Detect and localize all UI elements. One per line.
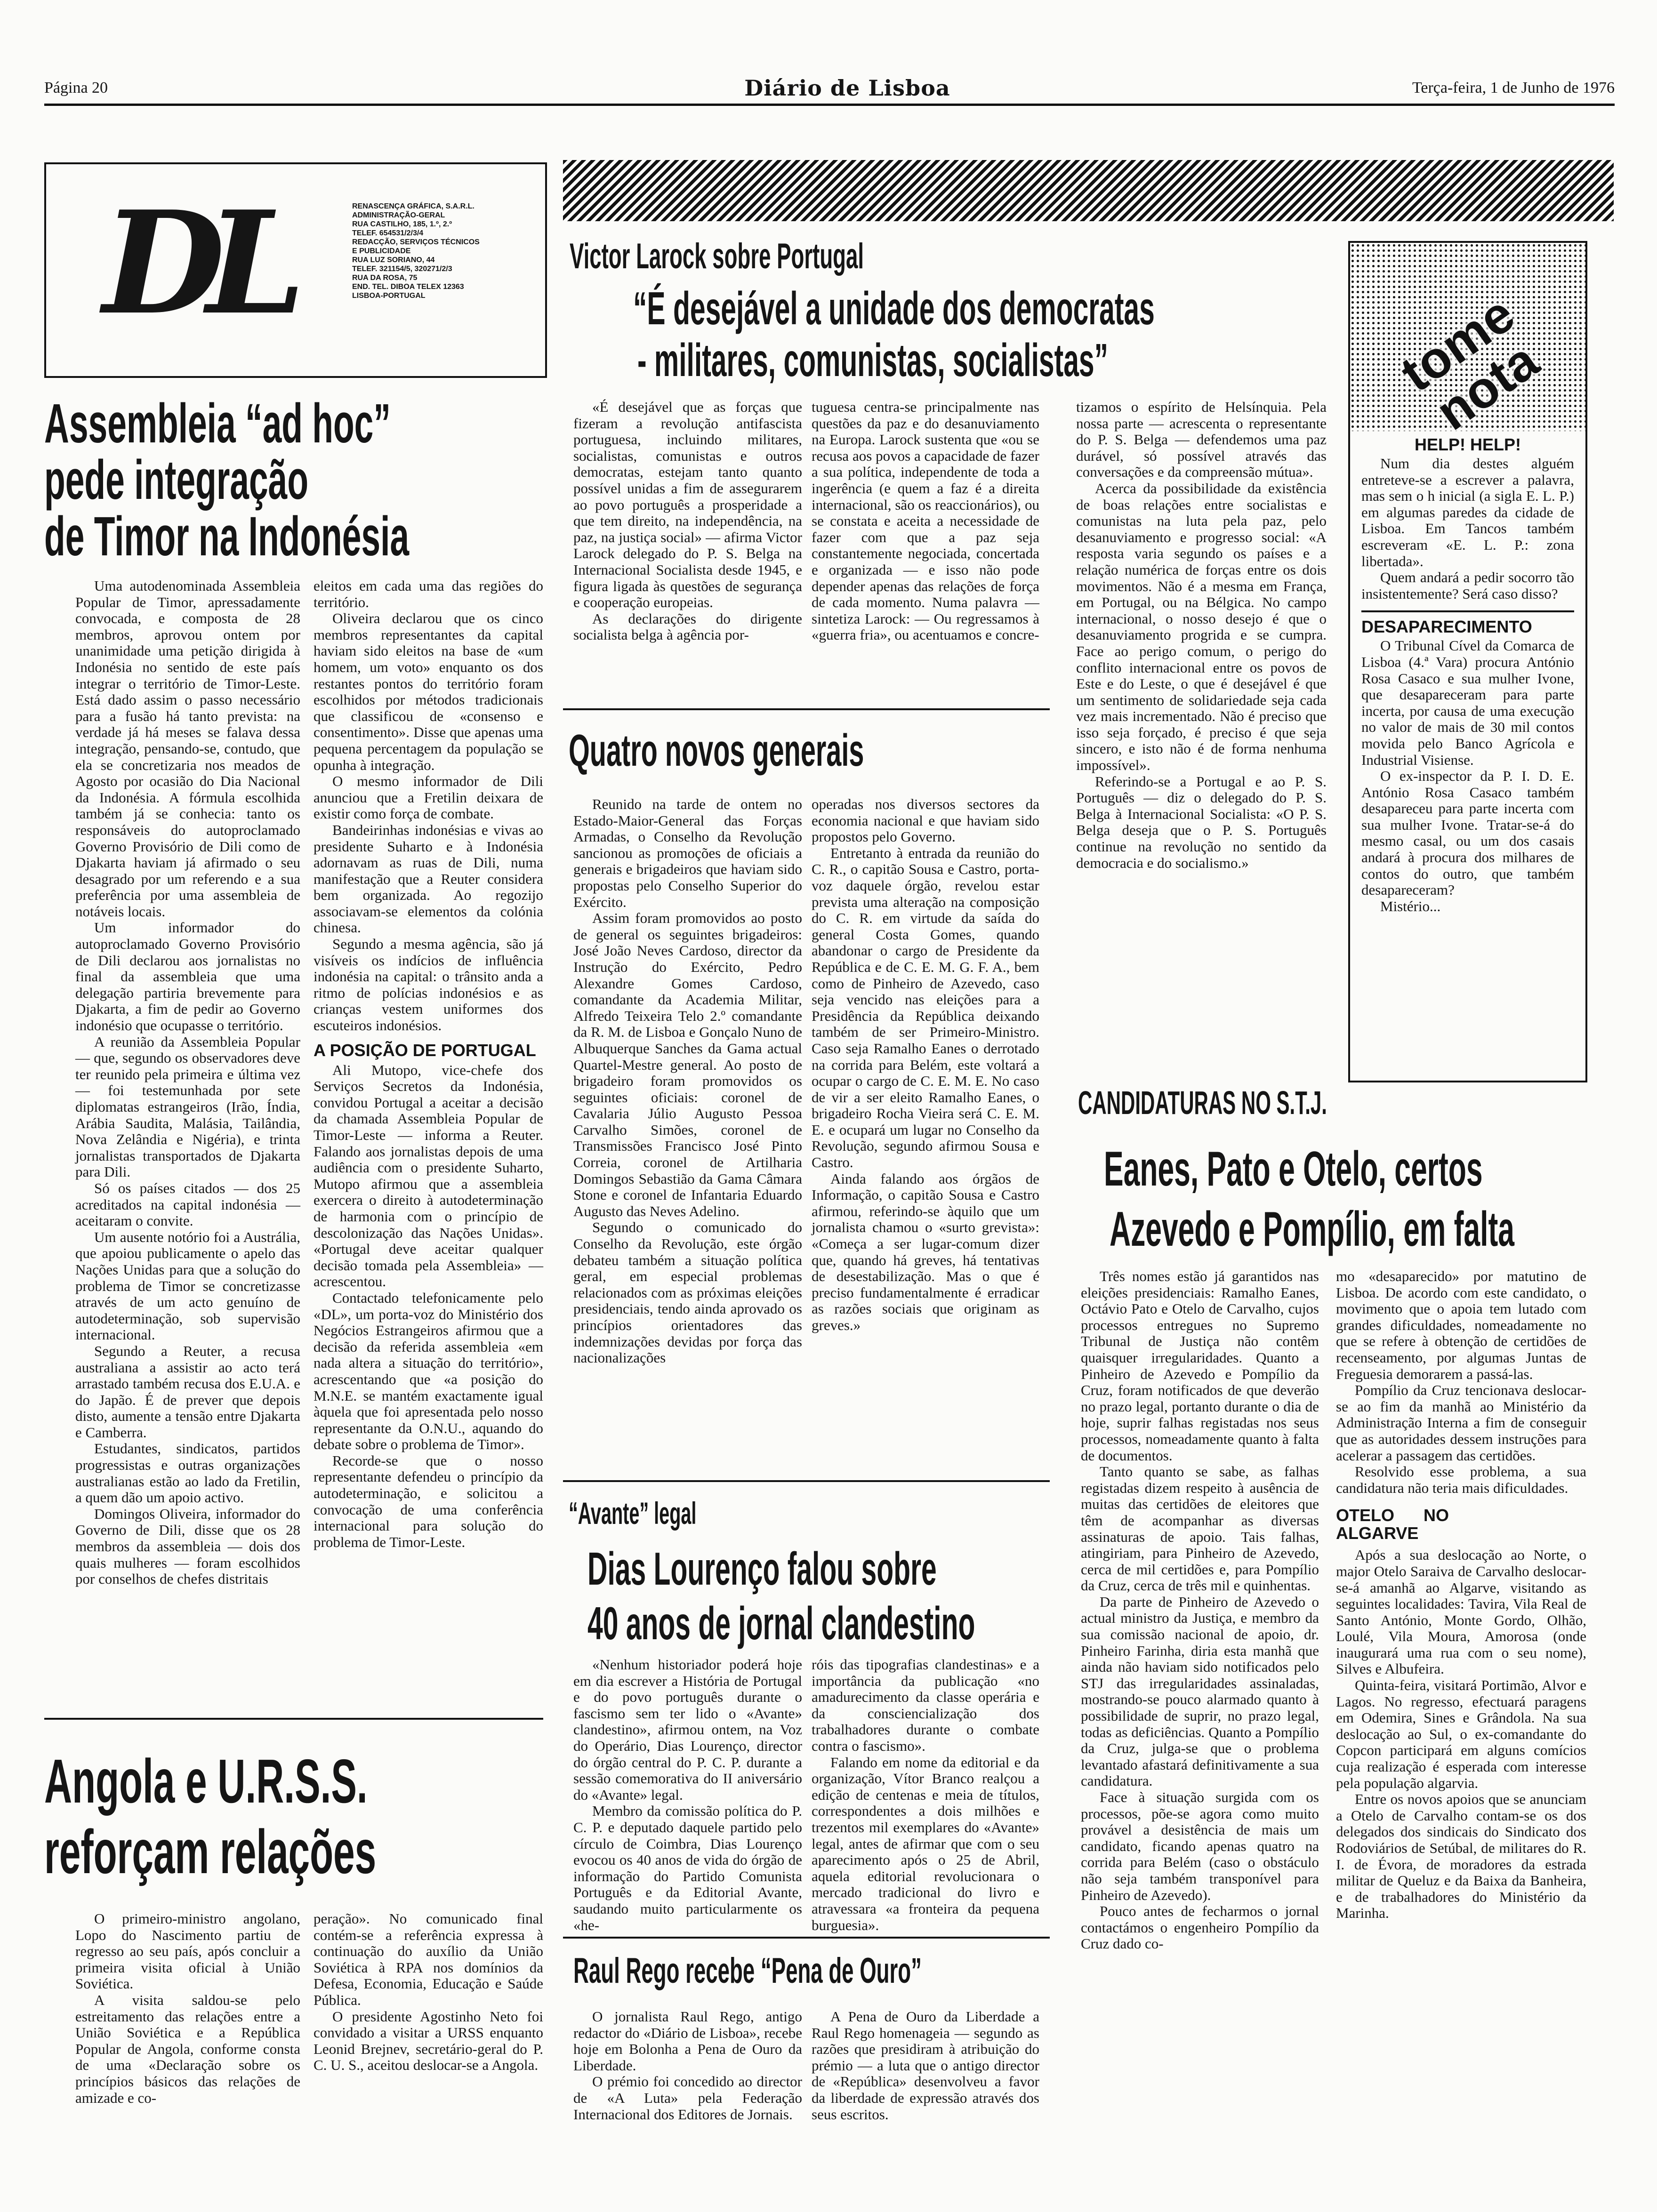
paragraph: Resolvido esse problema, a sua candidatura não teria mais dificuldades. (1336, 1463, 1586, 1496)
otelo-subhead: OTELO NO ALGARVE (1336, 1506, 1449, 1543)
paragraph: Ainda falando aos órgãos de Informação, o capitão Sousa e Castro afirmou, referindo-se àquilo que um jornalista chamou o «surto grevista»: «Começa a ser lugar-comum dizer que, quando há greves, há tentativas de desestabilização. Mas o que é preciso fundamentalmente é erradicar as razões sociais que originam as greves.» (812, 1170, 1039, 1333)
headline-line: “É desejável a unidade dos democratas (633, 282, 1155, 334)
larock-headline (633, 282, 1155, 386)
imprint-line: RUA DA ROSA, 75 (352, 274, 418, 282)
paragraph: peração». No comunicado final contém-se a referência expressa à continuação do auxílio da União Soviética à RPA nos domínios da Defesa, Economia, Educação e Saúde Pública. (314, 1910, 543, 2008)
paragraph: Oliveira declarou que os cinco membros representantes da capital haviam sido eleitos na base de «um homem, um voto» enquanto os dos restantes pontos do território foram escolhidos por métodos tradicionais que classificou de «consenso e consentimento». Disse que apenas uma pequena percentagem da população se opunha à integração. (314, 610, 543, 773)
paragraph: eleitos em cada uma das regiões do território. (314, 577, 543, 610)
imprint-line: RENASCENÇA GRÁFICA, S.A.R.L. (352, 202, 475, 210)
paragraph: Um ausente notório foi a Austrália, que apoiou publicamente o apelo das Nações Unidas para que a solução do problema de Timor se concretizasse através de um acto genuíno de autodeterminação, sob supervisão internacional. (75, 1228, 300, 1343)
headline-line: Eanes, Pato e Otelo, certos (1104, 1142, 1483, 1196)
paragraph: Assim foram promovidos ao posto de general os seguintes brigadeiros: José João Neves Cardoso, director da Instrução do Exército, Pedro Alexandre Gomes Cardoso, comandante da Academia Militar, Alfredo Teixeira Telo 2.º comandante da R. M. de Lisboa e Gonçalo Nuno de Albuquerque Sanches da Gama actual Quartel-Mestre general. Ao posto de brigadeiro foram promovidos os seguintes oficiais: coronel de Cavalaria Júlio Augusto Pessoa Carvalho Simões, coronel de Transmissões Francisco José Pinto Correia, coronel de Artilharia Domingos Sebastião da Gama Câmara Stone e coronel de Infantaria Eduardo Augusto das Neves Adelino. (573, 910, 802, 1219)
dl-logo: DL (103, 180, 287, 346)
paragraph: O Tribunal Cível da Comarca de Lisboa (4.ª Vara) procura António Rosa Casaco e sua mulher Ivone, que desapareceram para parte incerta, por causa de uma execução no valor de mais de 30 mil contos movida pelo Banco Agrícola e Industrial Visiense. (1361, 637, 1574, 768)
hatched-banner (563, 160, 1614, 221)
paragraph: Estudantes, sindicatos, partidos progressistas e outras organizações australianas estão ao lado da Fretilin, a quem dão um apoio activo. (75, 1440, 300, 1506)
tome-nota-box (1348, 241, 1587, 1082)
imprint-line: TELEF. 654531/2/3/4 (352, 229, 424, 237)
imprint-line: TELEF. 321154/5, 320271/2/3 (352, 265, 452, 273)
desaparecimento-title: DESAPARECIMENTO (1361, 617, 1532, 637)
paragraph: Segundo a mesma agência, são já visíveis os indícios de influência indonésia na capital: o trânsito anda a ritmo de polícias indonésios e as crianças vestem uniformes dos escuteiros indonésios. (314, 936, 543, 1034)
larock-col-1 (573, 399, 802, 643)
paragraph: O jornalista Raul Rego, antigo redactor do «Diário de Lisboa», recebe hoje em Bolonha a Pena de Ouro da Liberdade. (573, 2008, 802, 2074)
raulrego-headline: Raul Rego recebe “Pena de Ouro” (573, 1951, 922, 1991)
paragraph: O ex-inspector da P. I. D. E. António Rosa Casaco também desapareceu para parte incerta com sua mulher Ivone. Tratar-se-á do mesmo casal, ou um dos casais andará à procura dos milhares de contos do outro, que também desapareceram? (1361, 768, 1574, 898)
paragraph: Tanto quanto se sabe, as falhas registadas dizem respeito à ausência de muitas das certidões de eleitores que têm de acompanhar as diversas assinaturas de apoio. Tais falhas, atingiriam, para Pinheiro de Azevedo, cerca de mil certidões e, para Pompílio da Cruz, cerca de três mil e quinhentas. (1081, 1463, 1319, 1594)
paragraph: Um informador do autoproclamado Governo Provisório de Dili declarou aos jornalistas no final da assembleia que uma delegação partiria brevemente para Djakarta, a fim de pedir ao Governo indonésio que ocupasse o território. (75, 919, 300, 1034)
section-rule (563, 1480, 1050, 1482)
paragraph: Entre os novos apoios que se anunciam a Otelo de Carvalho contam-se os dos delegados dos sindicais do Sindicato dos Rodoviários de Setúbal, de militares do R. I. de Évora, de moradores da estrada militar de Queluz e da Baixa da Banheira, e de trabalhadores do Ministério da Marinha. (1336, 1791, 1586, 1922)
headline-line: reforçam relações (44, 1817, 377, 1886)
paragraph: Pompílio da Cruz tencionava deslocar-se ao fim da manhã ao Ministério da Administração Interna a fim de conseguir que as autoridades dessem instruções para acelerar a passagem das certidões. (1336, 1382, 1586, 1464)
generais-col-1 (573, 796, 802, 1366)
header-rule (44, 104, 1615, 106)
paragraph: tuguesa centra-se principalmente nas questões da paz e do desanuviamento na Europa. Larock sustenta que «ou se recusa aos povos a capacidade de fazer a sua política, independente de toda a ingerência (e quem a faz é a direita internacional, são os reaccionários), ou se constata e aceita a necessidade de fazer com que a paz seja constantemente negociada, concertada e organizada — e isso não pode depender apenas das relações de força de cada momento. Numa palavra — sintetiza Larock: — Ou regressamos à «guerra fria», ou acentuamos e concre- (812, 399, 1039, 643)
avante-col-2 (812, 1657, 1039, 1933)
masthead-box (44, 162, 547, 378)
paragraph: O prémio foi concedido ao director de «A Luta» pela Federação Internacional dos Editores de Jornais. (573, 2073, 802, 2123)
stj-col-1 (1081, 1268, 1319, 1952)
section-rule (563, 1937, 1050, 1939)
paragraph: O presidente Agostinho Neto foi convidado a visitar a URSS enquanto Leonid Brejnev, secretário-geral do P. C. U. S., aceitou deslocar-se a Angola. (314, 2008, 543, 2074)
larock-kicker: Victor Larock sobre Portugal (570, 236, 864, 276)
imprint-line: ADMINISTRAÇÃO-GERAL (352, 211, 445, 219)
angola-col-2 (314, 1911, 543, 2074)
avante-headline (587, 1541, 975, 1651)
section-rule (563, 708, 1050, 710)
timor-col-1 (75, 578, 300, 1587)
timor-col-2 (314, 578, 543, 1550)
paragraph: «Nenhum historiador poderá hoje em dia escrever a História de Portugal e do povo português durante o fascismo sem ter lido o «Avante» clandestino», afirmou ontem, na Voz do Operário, Dias Lourenço, director do órgão central do P. C. P. durante a sessão comemorativa do II aniversário do «Avante» legal. (573, 1656, 802, 1803)
paragraph: Após a sua deslocação ao Norte, o major Otelo Saraiva de Carvalho deslocar-se-á amanhã ao Algarve, visitando as seguintes localidades: Tavira, Vila Real de Santo António, Monte Gordo, Olhão, Loulé, Vila Moura, Amorosa (onde inaugurará uma rua com o seu nome), Silves e Albufeira. (1336, 1547, 1586, 1677)
paragraph: mo «desaparecido» por matutino de Lisboa. De acordo com este candidato, o movimento que o apoia tem lutado com grandes dificuldades, nomeadamente no que se refere à obtenção de certidões de recenseamento, por algumas Juntas de Freguesia demorarem a passá-las. (1336, 1268, 1586, 1382)
imprint-line: RUA CASTILHO, 185, 1.º, 2.º (352, 220, 452, 228)
item-rule (1361, 610, 1574, 612)
newspaper-masthead: Diário de Lisboa (744, 75, 950, 101)
headline-line: pede integração (44, 449, 309, 511)
headline-line: Dias Lourenço falou sobre (587, 1543, 937, 1595)
headline-line: - militares, comunistas, socialistas” (637, 334, 1109, 386)
larock-col-2 (812, 399, 1039, 643)
paragraph: operadas nos diversos sectores da economia nacional e que haviam sido propostos pelo Governo. (812, 796, 1039, 845)
paragraph: Segundo a Reuter, a recusa australiana a assistir ao acto terá arrastado também recusa dos E.U.A. e do Japão. É de prever que depois disto, aumente a tensão entre Djakarta e Camberra. (75, 1342, 300, 1441)
paragraph: Uma autodenominada Assembleia Popular de Timor, apressadamente convocada, e composta de 28 membros, aprovou ontem por unanimidade uma petição dirigida à Indonésia no sentido de este país integrar o território de Timor-Leste. Está dado assim o passo necessário para a fusão há tanto prevista: na verdade já há meses se falava dessa integração, pensando-se, contudo, que ela se concretizaria nos meados de Agosto por ocasião do Dia Nacional da Indonésia. A fórmula escolhida também já se conhecia: tanto os responsáveis do autoproclamado Governo Provisório de Dili como de Djakarta haviam já afirmado o seu desagrado por um referendo e a sua preferência por uma assembleia de notáveis locais. (75, 577, 300, 920)
paragraph: Bandeirinhas indonésias e vivas ao presidente Suharto e à Indonésia adornavam as ruas de Dili, numa manifestação que a Reuter considera bem organizada. Ao regozijo associavam-se elementos da colónia chinesa. (314, 821, 543, 936)
paragraph: A visita saldou-se pelo estreitamento das relações entre a União Soviética e a República Popular de Angola, conforme consta de uma «Declaração sobre os princípios básicos das relações de amizade e co- (75, 1991, 300, 2106)
generais-headline: Quatro novos generais (569, 725, 864, 776)
paragraph: Pouco antes de fecharmos o jornal contactámos o engenheiro Pompílio da Cruz dado co- (1081, 1903, 1319, 1952)
imprint (352, 202, 536, 300)
tome-nota-text (1361, 436, 1574, 914)
stj-kicker: CANDIDATURAS NO S.T.J. (1078, 1084, 1327, 1121)
paragraph: Acerca da possibilidade da existência de boas relações entre socialistas e comunistas na luta pela paz, pelo desanuviamento e progresso social: «A resposta varia segundo os países e a relação numérica de forças entre os dois movimentos. Não é a mesma em França, em Portugal, ou na Bélgica. No campo internacional, o nosso desejo é que o desanuviamento progrida e se cumpra. Face ao perigo comum, o perigo do conflito internacional entre os povos de Este e do Leste, o que é desejável é que um sentimento de solidariedade seja cada vez mais incrementado. Não é preciso que isso seja forçado, é preciso é que seja sincero, e isto não é de forma nenhuma impossível». (1076, 480, 1327, 774)
stj-col-2 (1336, 1268, 1586, 1922)
raulrego-col-2 (812, 2009, 1039, 2123)
paragraph: Domingos Oliveira, informador do Governo de Dili, disse que os 28 membros da assembleia — dois dos quais mulheres — foram escolhidos por conselhos de chefes distritais (75, 1505, 300, 1587)
paragraph: Face à situação surgida com os processos, põe-se agora como muito provável a desistência de mais um candidato, ficando apenas quatro na corrida para Belém (caso o obstáculo não seja também transponível para Pinheiro de Azevedo). (1081, 1789, 1319, 1903)
headline-line: de Timor na Indonésia (44, 505, 410, 568)
raulrego-col-1 (573, 2009, 802, 2123)
paragraph: Num dia destes alguém entreteve-se a escrever a palavra, mas sem o h inicial (a sigla E. L. P.) em algumas paredes da cidade de Lisboa. Em Tancos também escreveram «E. L. P.: zona libertada». (1361, 455, 1574, 569)
generais-col-2 (812, 796, 1039, 1334)
avante-col-1 (573, 1657, 802, 1933)
imprint-line: LISBOA-PORTUGAL (352, 292, 426, 300)
timor-headline (44, 393, 410, 568)
paragraph: Reunido na tarde de ontem no Estado-Maior-General das Forças Armadas, o Conselho da Revolução sancionou as promoções de oficiais a generais e brigadeiros que haviam sido propostas pelo Conselho Superior do Exército. (573, 796, 802, 910)
paragraph: As declarações do dirigente socialista belga à agência por- (573, 610, 802, 643)
paragraph: Da parte de Pinheiro de Azevedo o actual ministro da Justiça, e membro da sua comissão nacional de apoio, dr. Pinheiro Farinha, diria esta manhã que ainda não haviam sido notificados pelo STJ das irregularidades assinaladas, mostrando-se pouco alarmado quanto à possibilidade de suprir, no prazo legal, todas as deficiências. Quanto a Pompílio da Cruz, julga-se que o problema levantado afastará definitivamente a sua candidatura. (1081, 1593, 1319, 1789)
avante-kicker: “Avante” legal (569, 1496, 697, 1531)
paragraph: Quinta-feira, visitará Portimão, Alvor e Lagos. No regresso, efectuará paragens em Odemira, Sines e Grândola. Na sua deslocação ao Sul, o ex-comandante do Copcon participará em alguns comícios cuja realização é esperada com interesse pela população algarvia. (1336, 1677, 1586, 1791)
page-number: Página 20 (44, 79, 108, 96)
paragraph: Só os países citados — dos 25 acreditados na capital indonésia — aceitaram o convite. (75, 1179, 300, 1229)
headline-line: Angola e U.R.S.S. (44, 1747, 368, 1816)
stj-headline (1104, 1139, 1514, 1259)
paragraph: Três nomes estão já garantidos nas eleições presidenciais: Ramalho Eanes, Octávio Pato e Otelo de Carvalho, cujos processos entregues no Supremo Tribunal de Justiça não contêm quaisquer irregularidades. Quanto a Pinheiro de Azevedo e Pompílio da Cruz, foram notificados de que deverão no prazo legal, portanto durante o dia de hoje, suprir falhas registadas nos seus processos, nomeadamente quanto à falta de documentos. (1081, 1268, 1319, 1464)
imprint-line: E PUBLICIDADE (352, 247, 411, 255)
paragraph: A Pena de Ouro da Liberdade a Raul Rego homenageia — segundo as razões que presidiram à atribuição do prémio — a luta que o antigo director de «República» desenvolveu a favor da liberdade de expressão através dos seus escritos. (812, 2008, 1039, 2123)
paragraph: O mesmo informador de Dili anunciou que a Fretilin deixara de existir como força de combate. (314, 773, 543, 822)
imprint-line: REDACÇÃO, SERVIÇOS TÉCNICOS (352, 238, 480, 246)
paragraph: Contactado telefonicamente pelo «DL», um porta-voz do Ministério dos Negócios Estrangeiros afirmou que a decisão da referida assembleia «em nada altera a situação do território», acrescentando que «a posição do M.N.E. se mantém exactamente igual àquela que foi apresentada pelo nosso representante da O.N.U., aquando do debate sobre o problema de Timor». (314, 1289, 543, 1453)
tome-nota-banner: tome nota (1390, 284, 1549, 441)
issue-date: Terça-feira, 1 de Junho de 1976 (1412, 79, 1615, 96)
paragraph: Falando em nome da editorial e da organização, Vítor Branco realçou a edição de centenas e meia de títulos, correspondentes a dois milhões e trezentos mil exemplares do «Avante» legal, antes de afirmar que com o seu aparecimento após o 25 de Abril, aquela editorial revolucionara o mercado tradicional do livro e atravessara «a fronteira da pequena burguesia». (812, 1754, 1039, 1933)
timor-subhead: A POSIÇÃO DE PORTUGAL (314, 1040, 536, 1060)
help-title: HELP! HELP! (1414, 435, 1521, 454)
paragraph: róis das tipografias clandestinas» e a importância da publicação «no amadurecimento da classe operária e da consciencialização dos trabalhadores durante o combate contra o fascismo». (812, 1656, 1039, 1754)
paragraph: Quem andará a pedir socorro tão insistentemente? Será caso disso? (1361, 569, 1574, 602)
headline-line: 40 anos de jornal clandestino (587, 1597, 975, 1649)
section-rule (44, 1718, 543, 1720)
paragraph: Entretanto à entrada da reunião do C. R., o capitão Sousa e Castro, porta-voz daquele órgão, revelou estar prevista uma alteração na composição do C. R. em virtude da saída do general Costa Gomes, quando abandonar o cargo de Presidente da República e de C. E. M. G. F. A., bem como de Pinheiro de Azevedo, caso seja vencido nas eleições para a Presidência da República deixando também de ser Primeiro-Ministro. Caso seja Ramalho Eanes o derrotado na corrida para Belém, este voltará a ocupar o cargo de C. E. M. E. No caso de vir a ser eleito Ramalho Eanes, o brigadeiro Rocha Vieira será C. E. M. E. e ocupará um lugar no Conselho da Revolução, segundo afirmou Sousa e Castro. (812, 844, 1039, 1171)
paragraph: A reunião da Assembleia Popular — que, segundo os observadores deve ter reunido pela primeira e última vez — foi testemunhada por sete diplomatas estrangeiros (Irão, Índia, Arábia Saudita, Malásia, Tailândia, Nova Zelândia e Nigéria), e trinta jornalistas transportados de Djakarta para Dili. (75, 1033, 300, 1180)
paragraph: «É desejável que as forças que fizeram a revolução antifascista portuguesa, incluindo militares, socialistas, comunistas e outros democratas, estejam tanto quanto possível unidas a fim de assegurarem ao povo português a prosperidade a que tem direito, na independência, na paz, na justiça social» — afirma Victor Larock delegado do P. S. Belga na Internacional Socialista desde 1945, e figura ligada às questões de segurança e cooperação europeias. (573, 399, 802, 611)
headline-line: Azevedo e Pompílio, em falta (1110, 1202, 1514, 1257)
imprint-line: END. TEL. DIBOA TELEX 12363 (352, 283, 464, 291)
imprint-line: RUA LUZ SORIANO, 44 (352, 256, 435, 264)
paragraph: Segundo o comunicado do Conselho da Revolução, este órgão debateu também a situação política geral, em especial problemas relacionados com as próximas eleições presidenciais, tendo ainda aprovado os princípios orientadores das indemnizações devidas por força das nacionalizações (573, 1219, 802, 1366)
larock-col-3 (1076, 399, 1327, 871)
paragraph: tizamos o espírito de Helsínquia. Pela nossa parte — acrescenta o representante do P. S. Belga — defendemos uma paz durável, só possível através das conversações e da compreensão mútua». (1076, 399, 1327, 481)
paragraph: Ali Mutopo, vice-chefe dos Serviços Secretos da Indonésia, convidou Portugal a aceitar a decisão da chamada Assembleia Popular de Timor-Leste — informa a Reuter. Falando aos jornalistas depois de uma audiência com o presidente Suharto, Mutopo afirmou que a assembleia exercera o direito à autodeterminação de harmonia com o princípio de descolonização das Nações Unidas». «Portugal deve aceitar qualquer decisão tomada pela Assembleia» — acrescentou. (314, 1061, 543, 1290)
paragraph: Referindo-se a Portugal e ao P. S. Português — diz o delegado do P. S. Belga à Internacional Socialista: «O P. S. Belga deseja que o P. S. Português continue na revolução no sentido da democracia e do socialismo.» (1076, 773, 1327, 871)
angola-headline (44, 1746, 376, 1887)
headline-line: Assembleia “ad hoc” (44, 393, 391, 455)
paragraph: Recorde-se que o nosso representante defendeu o princípio da autodeterminação, e solicitou a convocação de uma conferência internacional para solução do problema de Timor-Leste. (314, 1452, 543, 1550)
paragraph: Mistério... (1380, 898, 1441, 914)
angola-col-1 (75, 1911, 300, 2106)
paragraph: O primeiro-ministro angolano, Lopo do Nascimento partiu de regresso ao seu país, após concluir a primeira visita oficial à União Soviética. (75, 1910, 300, 1992)
paragraph: Membro da comissão política do P. C. P. e deputado daquele partido pelo círculo de Coimbra, Dias Lourenço evocou os 40 anos de vida do órgão de informação do Partido Comunista Português e da Editorial Avante, saudando muito particularmente os «he- (573, 1803, 802, 1933)
